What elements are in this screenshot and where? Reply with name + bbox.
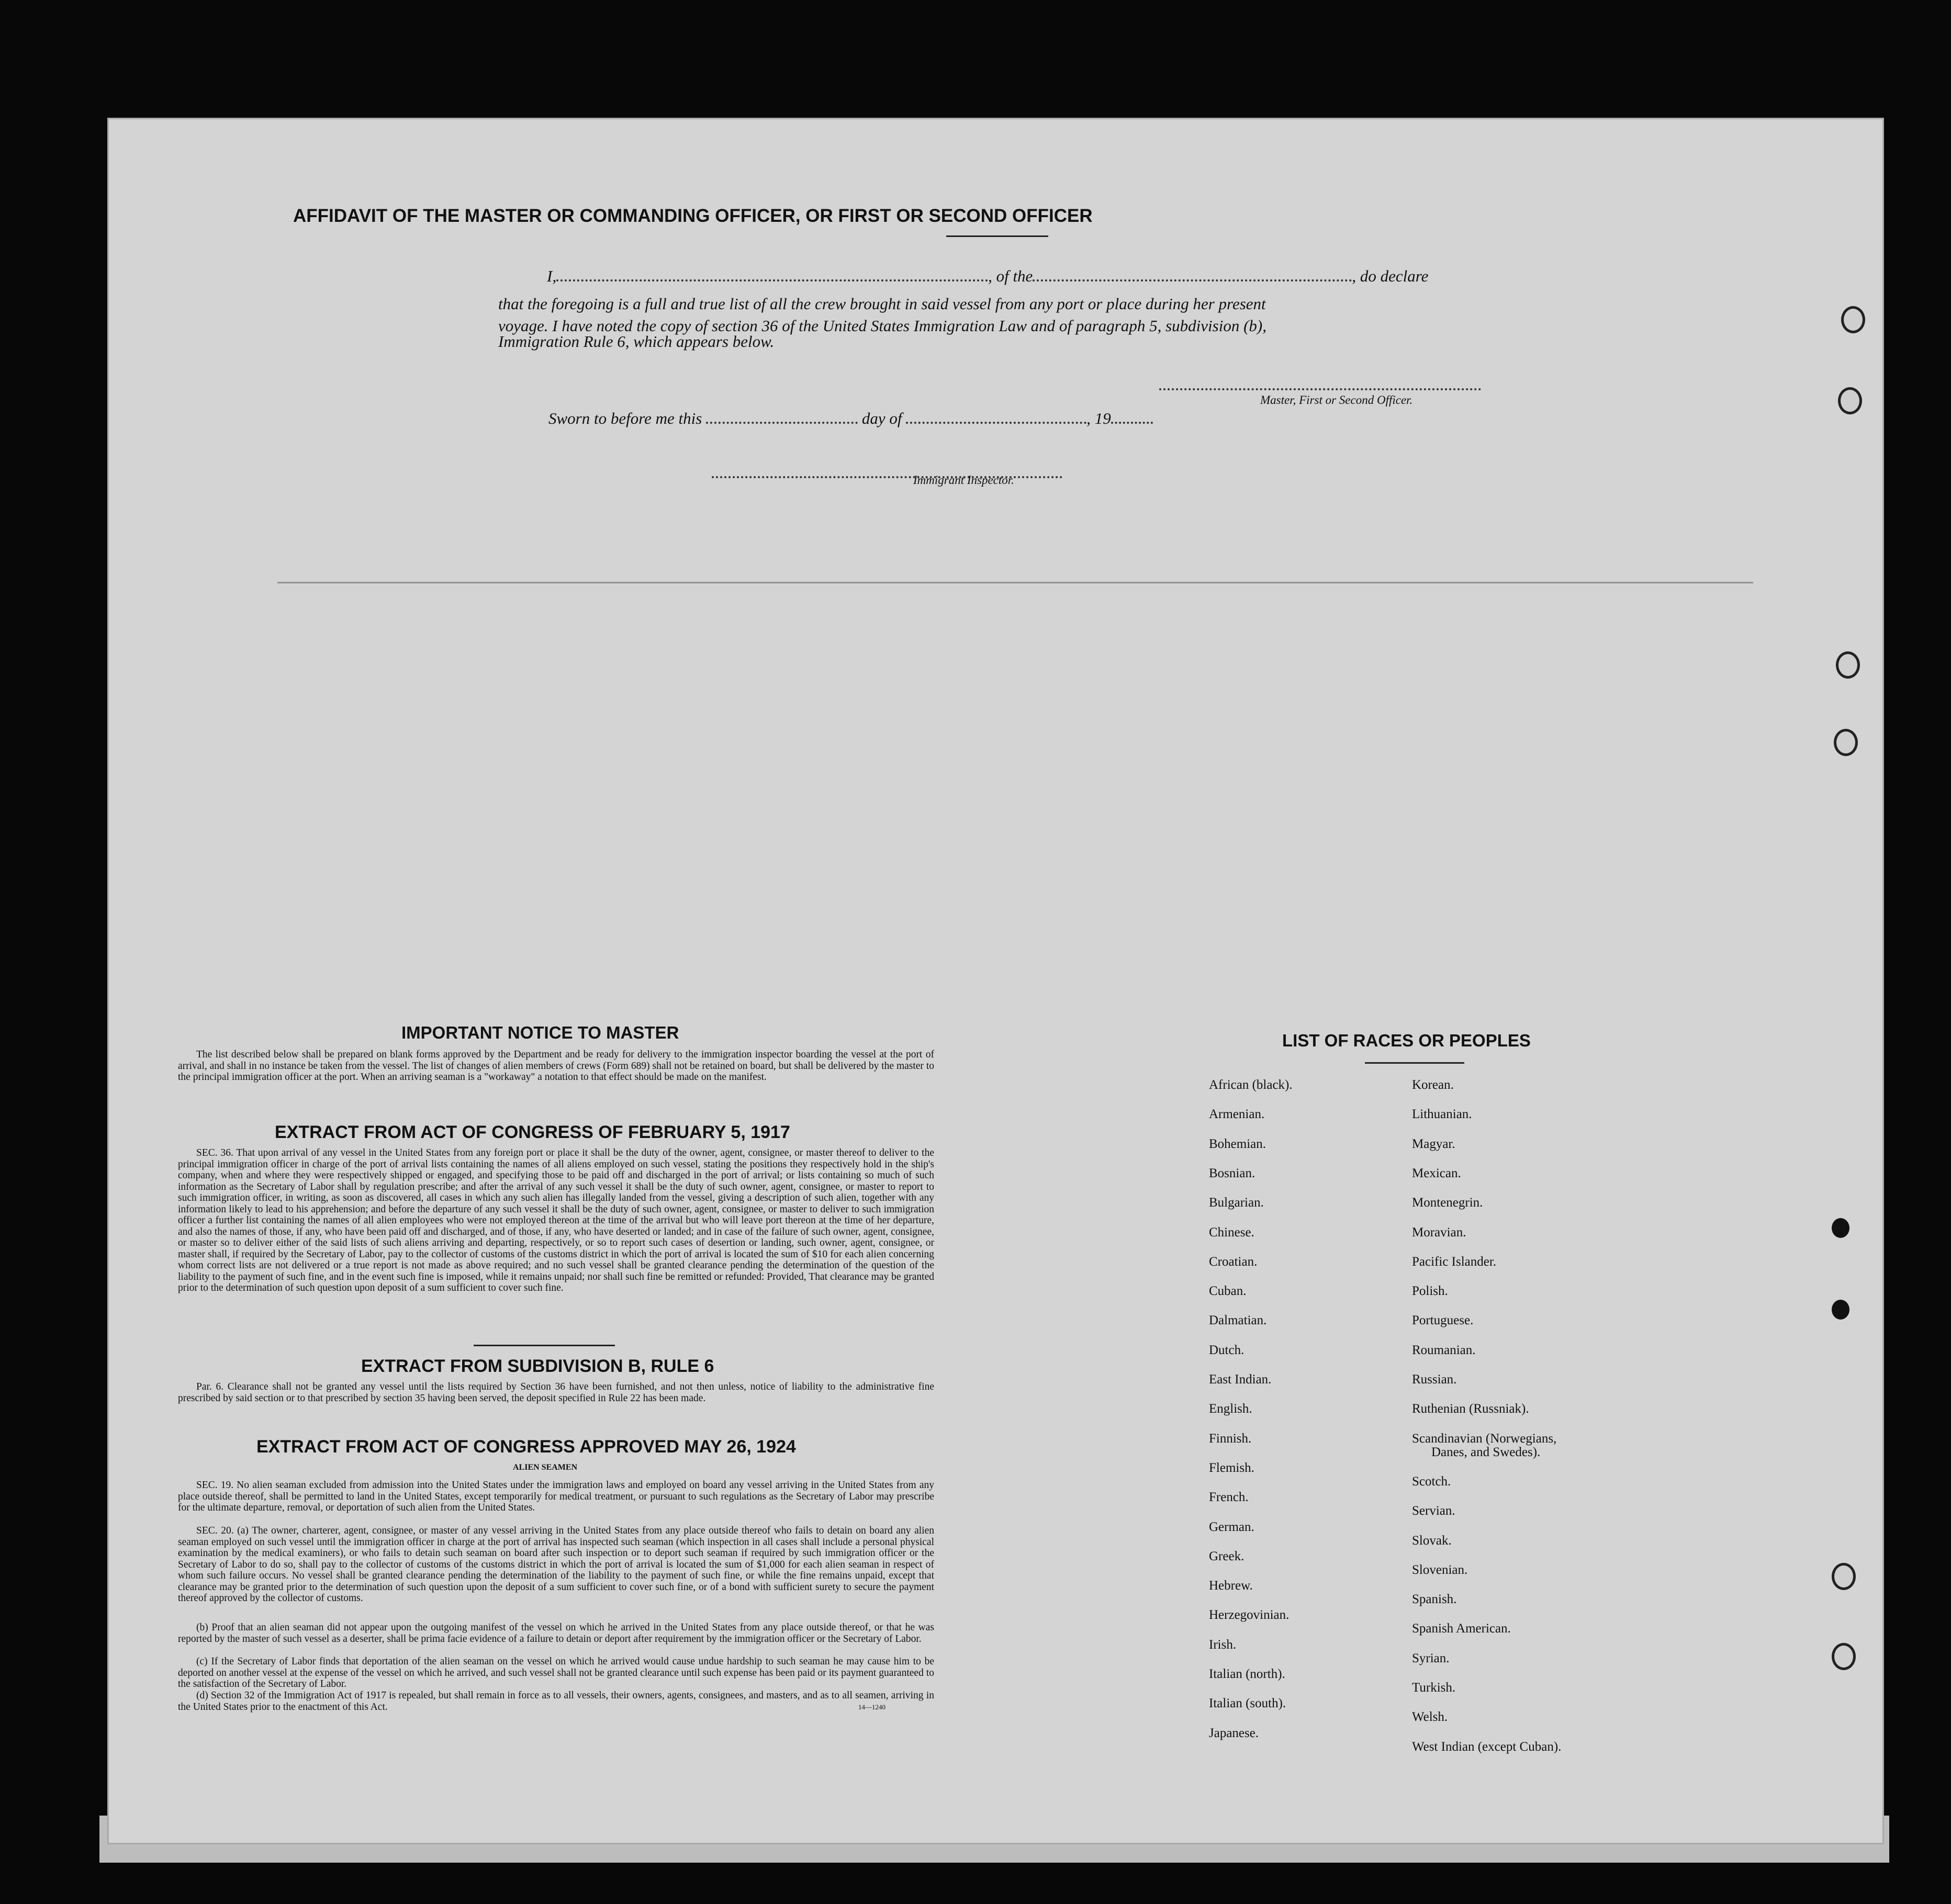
rule6-text: Par. 6. Clearance shall not be granted any vessel until the lists required by Section 36 have been furnished, and not then unless, notice of liability to the administrative fine prescribed by said section or to that prescribed by section 35 having been served, the deposit specified in Rule 22 has been made. xyxy=(178,1381,934,1404)
race-item: Russian. xyxy=(1412,1372,1457,1387)
month-blank[interactable] xyxy=(906,421,1086,424)
inspector-label: Immigrant Inspector. xyxy=(913,474,1014,487)
race-item: Pacific Islander. xyxy=(1412,1254,1497,1269)
race-item: Lithuanian. xyxy=(1412,1107,1472,1122)
master-signature-line[interactable] xyxy=(1159,388,1481,390)
race-item: Slovenian. xyxy=(1412,1562,1468,1577)
binding-hole xyxy=(1834,729,1858,756)
race-item: East Indian. xyxy=(1209,1372,1272,1387)
affidavit-line-4: Immigration Rule 6, which appears below. xyxy=(498,332,775,351)
race-item: Mexican. xyxy=(1412,1166,1461,1180)
race-item: Montenegrin. xyxy=(1412,1196,1483,1210)
race-item: Slovak. xyxy=(1412,1533,1452,1548)
race-item: African (black). xyxy=(1209,1078,1293,1092)
affidavit-of-the: , of the xyxy=(988,267,1033,285)
race-item: Magyar. xyxy=(1412,1136,1455,1151)
race-item: Bosnian. xyxy=(1209,1166,1255,1180)
affidavit-line-3: voyage. I have noted the copy of section 36 of the United States Immigration Law and of paragraph 5, subdivision (b), xyxy=(498,317,1266,335)
race-item: Finnish. xyxy=(1209,1431,1252,1446)
race-item: Dutch. xyxy=(1209,1343,1244,1357)
binding-hole xyxy=(1832,1563,1856,1590)
rule6-title: EXTRACT FROM SUBDIVISION B, RULE 6 xyxy=(361,1356,714,1376)
affidavit-line-2: that the foregoing is a full and true list of all the crew brought in said vessel from any port or place during her present xyxy=(498,295,1266,313)
year-label: , 19 xyxy=(1086,409,1111,427)
race-item: Bulgarian. xyxy=(1209,1196,1264,1210)
race-item: Ruthenian (Russniak). xyxy=(1412,1402,1529,1416)
binding-hole xyxy=(1838,387,1862,414)
affidavit-line-1 xyxy=(547,267,1428,286)
name-blank[interactable] xyxy=(556,279,988,281)
race-item: Moravian. xyxy=(1412,1225,1466,1240)
race-item: West Indian (except Cuban). xyxy=(1412,1739,1562,1754)
race-item: Korean. xyxy=(1412,1078,1454,1092)
race-item: Spanish American. xyxy=(1412,1621,1511,1636)
sworn-line xyxy=(548,409,1153,428)
race-item: English. xyxy=(1209,1402,1252,1416)
affidavit-title: AFFIDAVIT OF THE MASTER OR COMMANDING OFFICER, OR FIRST OR SECOND OFFICER xyxy=(293,206,1093,226)
binding-hole xyxy=(1836,651,1860,679)
race-item: Turkish. xyxy=(1412,1681,1456,1695)
races-title: LIST OF RACES OR PEOPLES xyxy=(1282,1031,1531,1050)
faint-divider xyxy=(277,582,1753,583)
race-item: Italian (south). xyxy=(1209,1696,1286,1711)
race-item: Welsh. xyxy=(1412,1710,1448,1725)
sec20c-text: (c) If the Secretary of Labor finds that deportation of the alien seaman on the vessel on which he arrived would cause undue hardship to such seaman he may cause him to be deported on another vessel at the expense of the vessel on which he arrived, and such vessel shall not be granted clearance until such expense has been paid or its payment guaranteed to the satisfaction of the Secretary of Labor. xyxy=(178,1656,934,1689)
race-item: Irish. xyxy=(1209,1637,1237,1652)
race-item: Scotch. xyxy=(1412,1474,1451,1489)
sec19-text: SEC. 19. No alien seaman excluded from admission into the United States under the immigration laws and employed on board any vessel arriving in the United States from any place outside thereof, shall be permitted to land in the United States, except temporarily for medical treatment, or pursuant to such regulations as the Secretary of Labor may prescribe for the ultimate departure, removal, or deportation of such alien from the United States. xyxy=(178,1480,934,1513)
affidavit-declare: , do declare xyxy=(1352,267,1429,285)
race-item: Scandinavian (Norwegians, xyxy=(1412,1431,1557,1446)
punch-dot xyxy=(1832,1300,1849,1320)
day-blank[interactable] xyxy=(706,421,858,424)
race-item: French. xyxy=(1209,1490,1249,1505)
race-item: Cuban. xyxy=(1209,1284,1247,1299)
alien-seamen-subtitle: ALIEN SEAMEN xyxy=(513,1463,578,1472)
race-item: Danes, and Swedes). xyxy=(1431,1445,1541,1459)
affidavit-i: I, xyxy=(547,267,557,285)
race-item: Croatian. xyxy=(1209,1254,1258,1269)
race-item: Syrian. xyxy=(1412,1651,1450,1665)
notice-text: The list described below shall be prepared on blank forms approved by the Department and be ready for delivery to the immigration inspector boarding the vessel at the port of arrival, and shall in no instance be taken from the vessel. The list of changes of alien members of crews (Form 689) shall not be retained on board, but shall be delivered by the master to the principal immigration officer at the port. When an arriving seaman is a "workaway" a notation to that effect should be made on the manifest. xyxy=(178,1049,934,1083)
race-item: Portuguese. xyxy=(1412,1313,1474,1328)
vessel-blank[interactable] xyxy=(1033,279,1352,281)
form-number: 14—1240 xyxy=(858,1703,885,1711)
binding-hole xyxy=(1841,306,1865,333)
notice-title: IMPORTANT NOTICE TO MASTER xyxy=(401,1023,679,1042)
master-label: Master, First or Second Officer. xyxy=(1260,393,1413,407)
extract-1917-text: SEC. 36. That upon arrival of any vessel in the United States from any foreign port or place it shall be the duty of the owner, agent, consignee, or master thereof to deliver to the principal immigration officer in charge of the port of arrival lists containing the names of all aliens employed on such vessel, stating the positions they respectively hold in the ship's company, when and where they were respectively shipped or engaged, and specifying those to be paid off and discharged in the port of arrival; or lists containing so much of such information as the Secretary of Labor shall by regulation prescribe; and after the arrival of any such vessel it shall be the duty of such owner, agent, consignee, or master to report to such immigration officer, in writing, as soon as discovered, all cases in which any such alien has illegally landed from the vessel, giving a description of such alien, together with any information likely to lead to his apprehension; and before the departure of any such vessel it shall be the duty of such owner, agent, consignee, or master to deliver to such immigration officer a further list containing the names of all alien employees who were not employed thereon at the time of the arrival but who will leave port thereon at the time of her departure, and also the names of those, if any, who have been paid off and discharged, and of those, if any, who have deserted or landed; and in case of the failure of such owner, agent, consignee, or master so to deliver either of the said lists of such aliens arriving and departing, respectively, or so to report such cases of desertion or landing, such owner, agent, consignee, or master shall, if required by the Secretary of Labor, pay to the collector of customs of the customs district in which the port of arrival is located the sum of $10 for each alien concerning whom correct lists are not delivered or a true report is not made as above required; and no such vessel shall be granted clearance pending the determination of the question of the liability to the payment of such fine, and in the event such fine is imposed, while it remains unpaid; nor shall such fine be remitted or refunded: Provided, That clearance may be granted prior to the determination of such question upon deposit of a sum sufficient to cover such fine. xyxy=(178,1147,934,1293)
race-item: Greek. xyxy=(1209,1549,1244,1563)
title-rule xyxy=(946,235,1048,237)
binding-hole xyxy=(1832,1643,1856,1670)
race-item: Herzegovinian. xyxy=(1209,1608,1290,1623)
race-item: Bohemian. xyxy=(1209,1136,1266,1151)
race-item: Servian. xyxy=(1412,1504,1455,1518)
day-of-label: day of xyxy=(861,409,902,427)
extract-1917-title: EXTRACT FROM ACT OF CONGRESS OF FEBRUARY 5, 1917 xyxy=(275,1122,790,1142)
race-item: Hebrew. xyxy=(1209,1579,1253,1593)
sworn-label: Sworn to before me this xyxy=(548,409,702,427)
race-item: Roumanian. xyxy=(1412,1343,1476,1357)
races-rule xyxy=(1365,1062,1464,1064)
section-rule xyxy=(474,1345,615,1346)
race-item: German. xyxy=(1209,1519,1254,1534)
race-item: Dalmatian. xyxy=(1209,1313,1267,1328)
race-item: Armenian. xyxy=(1209,1107,1265,1122)
race-item: Spanish. xyxy=(1412,1592,1457,1607)
race-item: Italian (north). xyxy=(1209,1667,1285,1681)
extract-1924-title: EXTRACT FROM ACT OF CONGRESS APPROVED MAY 26, 1924 xyxy=(256,1437,796,1457)
year-blank[interactable] xyxy=(1111,421,1153,424)
race-item: Chinese. xyxy=(1209,1225,1254,1240)
sec20a-text: SEC. 20. (a) The owner, charterer, agent, consignee, or master of any vessel arriving in the United States from any place outside thereof who fails to detain on board any alien seaman employed on such vessel until the immigration officer in charge at the port of arrival has inspected such seaman (which inspection in all cases shall include a personal physical examination by the medical examiners), or who fails to detain such seaman on board after such inspection or to deport such seaman if required by such immigration officer or the Secretary of Labor to do so, shall pay to the collector of customs of the customs district in which the port of arrival is located the sum of $1,000 for each alien seaman in respect of whom such failure occurs. No vessel shall be granted clearance pending the determination of the liability to the payment of such fine, or while the fine remains unpaid, except that clearance may be granted prior to the determination of such question upon the deposit of a sum sufficient to cover such fine, or of a bond with sufficient surety to secure the payment thereof approved by the collector of customs. xyxy=(178,1525,934,1604)
sec20d-text: (d) Section 32 of the Immigration Act of 1917 is repealed, but shall remain in force as to all vessels, their owners, agents, consignees, and masters, and as to all seamen, arriving in the United States prior to the enactment of this Act. xyxy=(178,1690,934,1713)
sec20b-text: (b) Proof that an alien seaman did not appear upon the outgoing manifest of the vessel on which he arrived in the United States from any place outside thereof, or that he was reported by the master of such vessel as a deserter, shall be prima facie evidence of a failure to detain or deport after requirement by the immigration officer or the Secretary of Labor. xyxy=(178,1622,934,1644)
punch-dot xyxy=(1832,1218,1849,1238)
race-item: Flemish. xyxy=(1209,1460,1254,1475)
race-item: Japanese. xyxy=(1209,1726,1259,1740)
race-item: Polish. xyxy=(1412,1284,1448,1299)
bleed-through xyxy=(251,460,271,521)
